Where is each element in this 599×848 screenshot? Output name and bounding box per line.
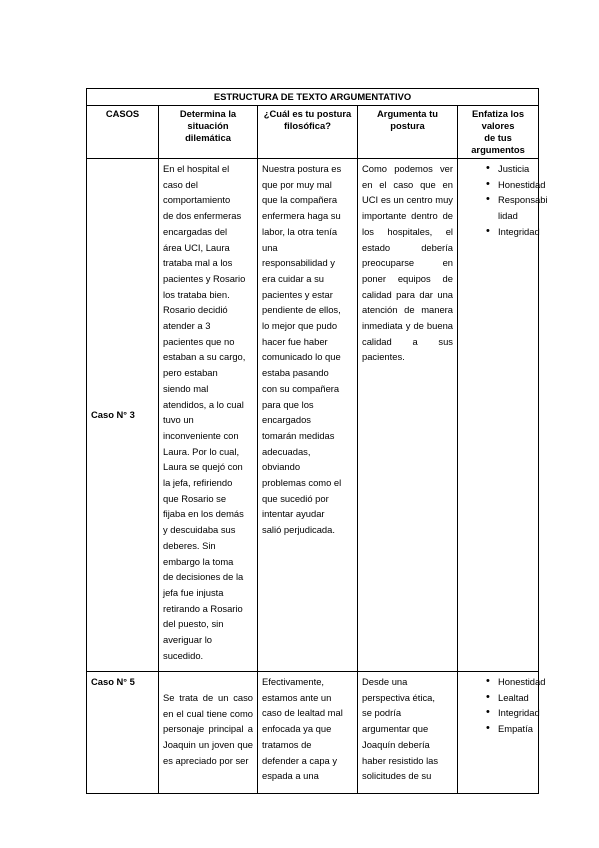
list-item: • Honestidad [486,674,534,690]
case-label: Caso N° 5 [87,672,159,794]
header-valores: Enfatiza los valores de tus argumentos [458,106,539,159]
table-title: ESTRUCTURA DE TEXTO ARGUMENTATIVO [87,89,539,106]
values-list [462,674,546,737]
situacion-cell: Se trata de un caso en el cual tiene como personaje principal a Joaquin un joven que es apreciado por ser [159,672,258,794]
header-situacion: Determina la situación dilemática [159,106,258,159]
header-casos: CASOS [87,106,159,159]
table-row [87,159,539,672]
table-row [87,672,539,794]
argumenta-cell: Como podemos ver en el caso que en UCI es un centro muy importante dentro de los hospitales, el estado debería preocuparse en poner equipos de calidad para dar una atención de manera inmediata y de buena calidad a sus pacientes. [358,159,458,672]
table-header-row [87,106,539,159]
argument-table [86,88,548,794]
valores-cell [458,672,546,794]
case-label: Caso N° 3 [87,159,159,672]
list-item: • Integridad [486,224,534,240]
list-item: • Integridad [486,705,534,721]
list-item: • Empatía [486,721,534,737]
valores-cell [458,159,548,672]
list-item: • Lealtad [486,690,534,706]
argumenta-cell: Desde una perspectiva ética, se podría argumentar que Joaquín debería haber resistido las solicitudes de su [358,672,458,794]
situacion-cell: En el hospital el caso del comportamiento de dos enfermeras encargadas del área UCI, Laura trataba mal a los pacientes y Rosario los trataba bien. Rosario decidió atender a 3 pacientes que no estaban a su cargo, pero estaban siendo mal atendidos, a lo cual tuvo un inconveniente con Laura. Por lo cual, Laura se quejó con la jefa, refiriendo que Rosario se fijaba en los demás y descuidaba sus deberes. Sin embargo la toma de decisiones de la jefa fue injusta retirando a Rosario del puesto, sin averiguar lo sucedido. [159,159,258,672]
list-item: • Justicia [486,161,534,177]
values-list [462,161,548,240]
header-argumenta: Argumenta tu postura [358,106,458,159]
list-item: • Honestidad [486,177,534,193]
header-postura: ¿Cuál es tu postura filosófica? [258,106,358,159]
postura-cell: Efectivamente, estamos ante un caso de lealtad mal enfocada ya que tratamos de defender a capa y espada a una [258,672,358,794]
list-item: • Responsabi lidad [486,192,534,223]
postura-cell: Nuestra postura es que por muy mal que la compañera enfermera haga su labor, la otra tenía una responsabilidad y era cuidar a su pacientes y estar pendiente de ellos, lo mejor que pudo hacer fue haber comunicado lo que estaba pasando con su compañera para que los encargados tomarán medidas adecuadas, obviando problemas como el que sucedió por intentar ayudar salió perjudicada. [258,159,358,672]
table-title-row [87,89,539,106]
